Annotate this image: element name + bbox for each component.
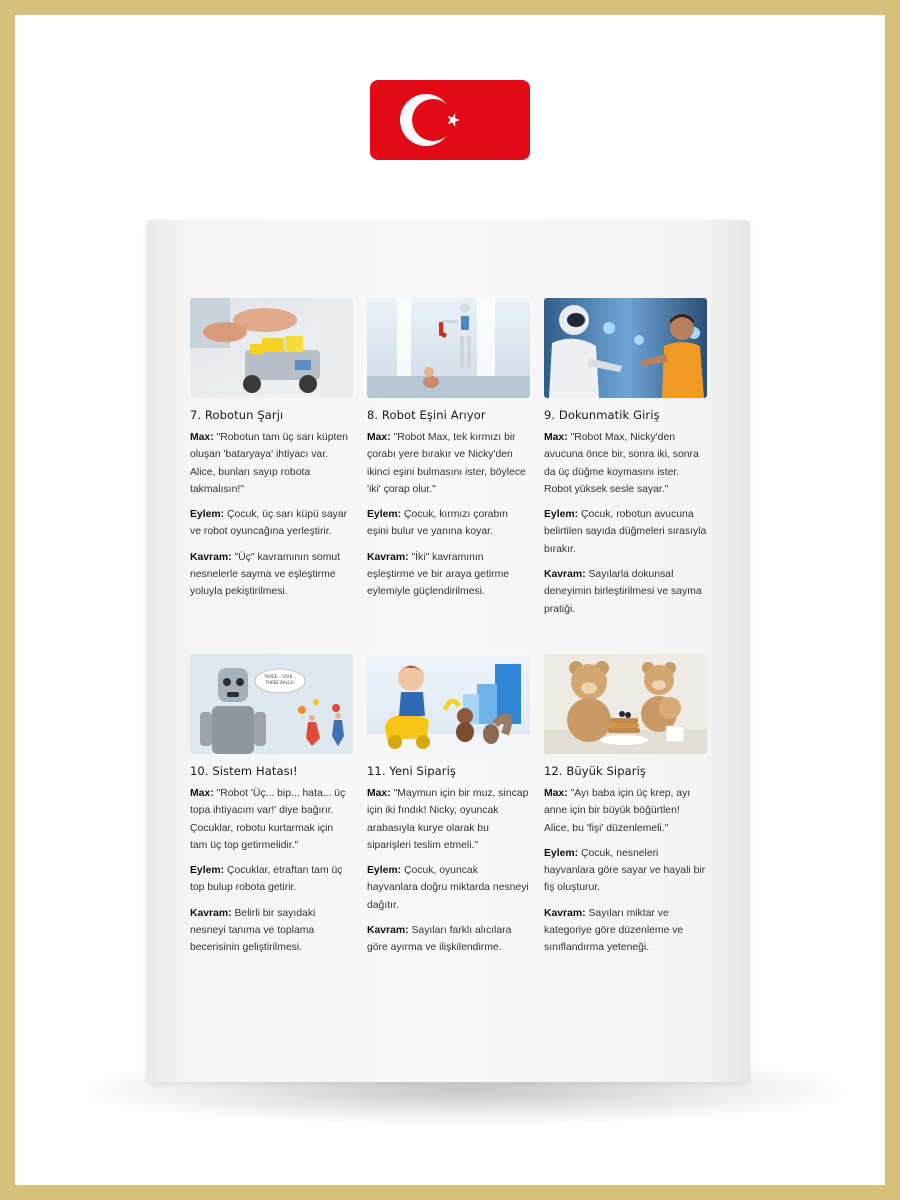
- eylem-text: Eylem: Çocuklar, etraftan tam üç top bulup robota getirir.: [190, 865, 343, 894]
- eylem-text: Eylem: Çocuk, üç sarı küpü sayar ve robot oyuncağına yerleştirir.: [190, 509, 348, 538]
- kavram-text: Kavram: "İki" kavramının eşleştirme ve bir araya getirme eylemiyle güçlendirilmesi.: [367, 551, 510, 598]
- card-title: 12. Büyük Sipariş: [544, 763, 646, 778]
- max-quote: Max: "Ayı baba için üç krep, ayı anne için bir büyük böğürtlen! Alice, bu 'fişi' düzenlemeli.": [544, 787, 691, 834]
- booklet-page: [147, 220, 750, 1082]
- eylem-text: Eylem: Çocuk, nesneleri hayvanlara göre sayar ve hayali bir fiş oluşturur.: [544, 847, 706, 894]
- max-quote: Max: "Robotun tam üç sarı küpten oluşan 'bataryaya' ihtiyacı var. Alice, bunları sayıp robota takmalısın!": [190, 432, 348, 495]
- max-quote: Max: "Robot Max, Nicky'den avucuna önce bir, sonra iki, sonra da üç düğme koymasını ister. Robot yüksek sesle sayar.": [544, 432, 699, 495]
- eylem-text: Eylem: Çocuk, oyuncak hayvanlara doğru miktarda nesneyi dağıtır.: [367, 865, 529, 911]
- max-quote: Max: "Robot Max, tek kırmızı bir çorabı yere bırakır ve Nicky'den ikinci eşini bulmasını ister, böylece 'iki' çorap olur.": [367, 432, 526, 495]
- turkey-flag-icon: [370, 80, 530, 160]
- robot-sock-image: [367, 298, 530, 398]
- max-quote: Max: "Maymun için bir muz, sincap için iki fındık! Nicky, oyuncak arabasıyla kurye olarak bu siparişleri teslim etmeli.": [367, 787, 529, 851]
- activity-card-10: [190, 654, 353, 965]
- teddy-bears-image: [544, 654, 707, 754]
- activity-card-9: [544, 298, 707, 626]
- activity-grid: [190, 298, 720, 965]
- activity-card-7: [190, 298, 353, 626]
- robot-boy-image: [544, 298, 707, 398]
- speech-bubble-text: THREE... STAR... THREE BALLS!: [263, 673, 297, 685]
- activity-card-11: [367, 654, 530, 965]
- card-title: 11. Yeni Sipariş: [367, 763, 457, 778]
- card-title: 10. Sistem Hatası!: [190, 763, 298, 778]
- activity-card-8: [367, 298, 530, 626]
- kavram-text: Kavram: Sayıları miktar ve kategoriye göre düzenleme ve sınıflandırma yeteneği.: [544, 907, 684, 954]
- card-title: 7. Robotun Şarjı: [190, 408, 284, 422]
- toy-delivery-image: [367, 654, 530, 754]
- eylem-text: Eylem: Çocuk, kırmızı çorabın eşini bulur ve yanına koyar.: [367, 509, 508, 538]
- card-title: 9. Dokunmatik Giriş: [544, 408, 660, 422]
- kavram-text: Kavram: Sayılarla dokunsal deneyimin birleştirilmesi ve sayma pratiği.: [544, 569, 702, 615]
- page-frame: [15, 15, 885, 1185]
- toy-robot-image: [190, 298, 353, 398]
- kavram-text: Kavram: "Üç" kavramının somut nesnelerle sayma ve eşleştirme yoluyla pekiştirilmesi.: [190, 551, 341, 598]
- card-title: 8. Robot Eşini Arıyor: [367, 408, 486, 422]
- activity-card-12: [544, 654, 707, 965]
- kavram-text: Kavram: Belirli bir sayıdaki nesneyi tanıma ve toplama becerisinin geliştirilmesi.: [190, 907, 316, 954]
- max-quote: Max: "Robot 'Üç... bip... hata... üç topa ihtiyacım var!' diye bağırır. Çocuklar, robotu kurtarmak için tam üç top getirmelidir.": [190, 787, 346, 851]
- robot-error-image: [190, 654, 353, 754]
- eylem-text: Eylem: Çocuk, robotun avucuna belirtilen sayıda düğmeleri sırasıyla bırakır.: [544, 509, 707, 555]
- kavram-text: Kavram: Sayıları farklı alıcılara göre ayırma ve ilişkilendirme.: [367, 925, 512, 954]
